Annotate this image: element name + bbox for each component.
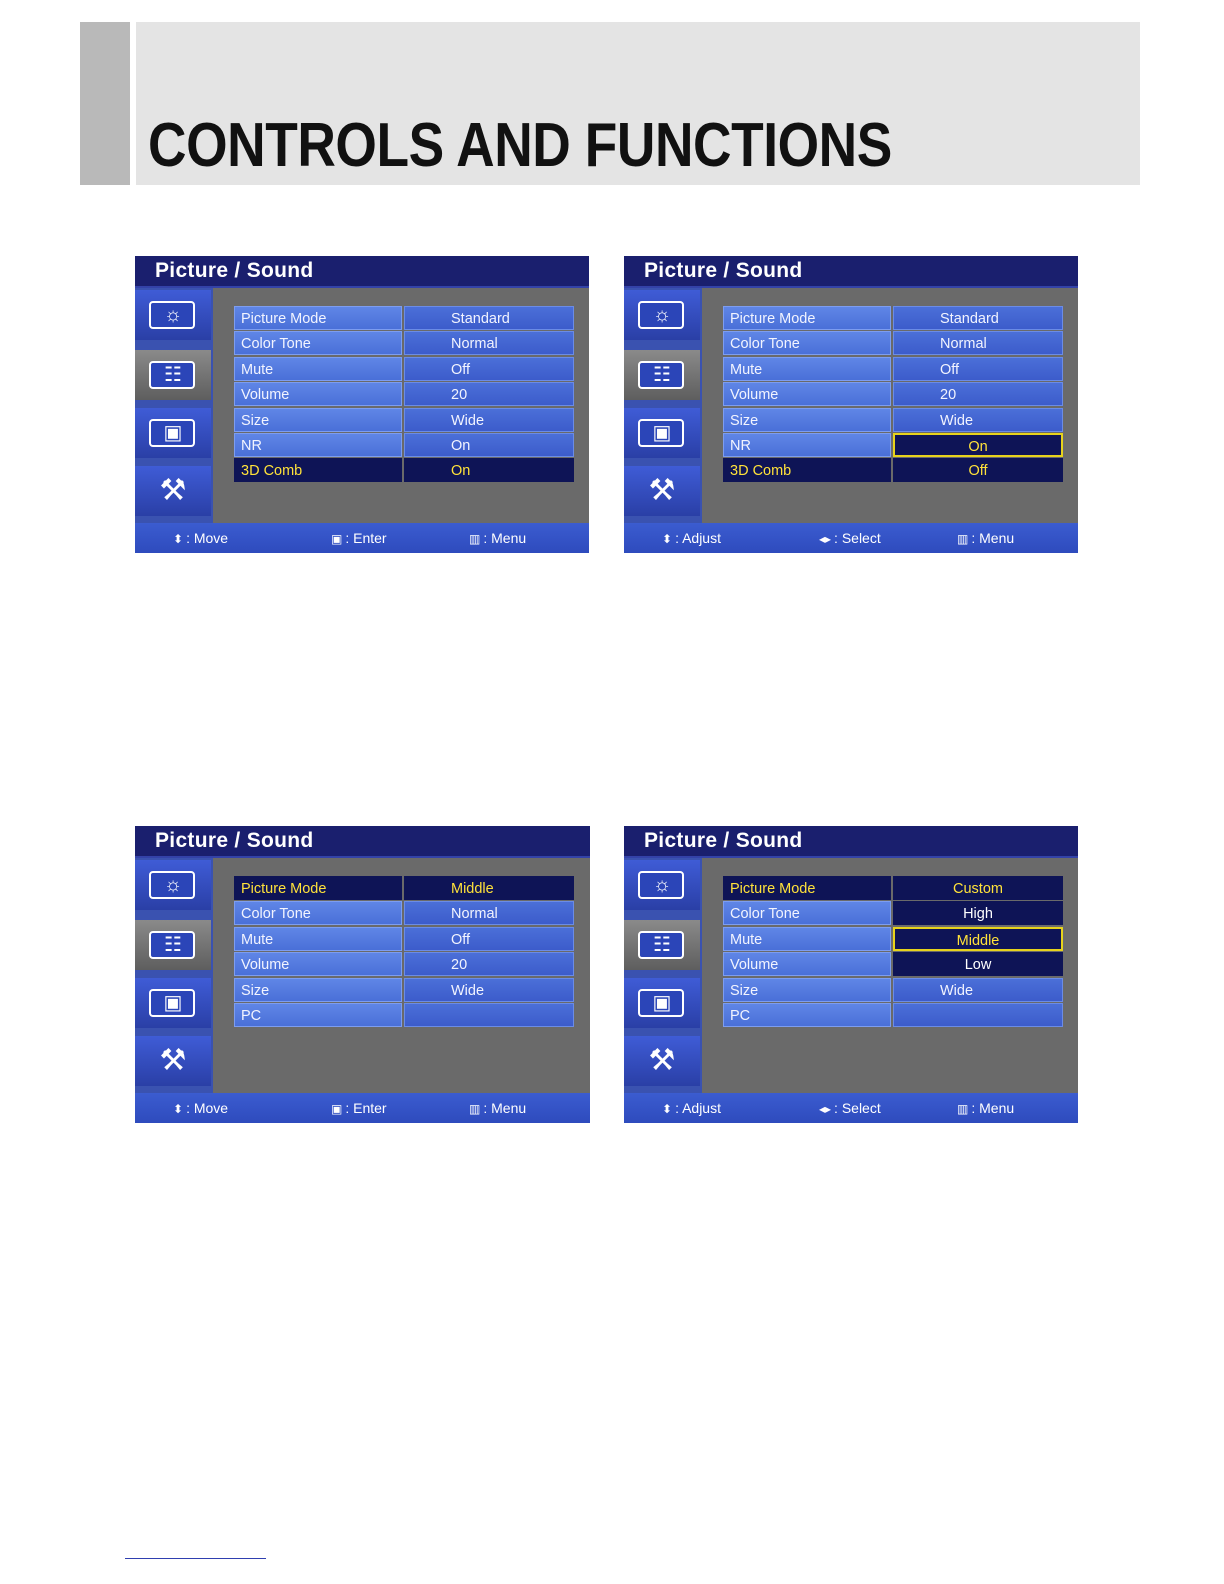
osd-menu-4 (624, 826, 1078, 1123)
picture-tab-icon[interactable]: ☼ (135, 290, 211, 340)
footer-adjust-hint (662, 523, 721, 553)
setting-label: PC (723, 1003, 891, 1027)
setting-label: Picture Mode (723, 876, 891, 900)
osd-menu-3 (135, 826, 590, 1123)
setting-label: NR (723, 433, 891, 457)
setting-row-size[interactable] (723, 408, 1063, 433)
setting-value: 20 (404, 952, 574, 976)
setting-row-color-tone[interactable] (723, 331, 1063, 356)
osd-title-bar (624, 256, 1078, 288)
setting-label: Color Tone (234, 901, 402, 925)
setting-label: NR (234, 433, 402, 457)
setting-row-mute[interactable] (234, 357, 574, 382)
setting-value (404, 1003, 574, 1027)
left-right-arrows-icon: ◂▸ (819, 532, 832, 546)
footer-enter-hint (331, 523, 387, 553)
setting-option[interactable]: High (893, 901, 1063, 925)
footer-select-hint (819, 1093, 881, 1123)
footer-move-hint (173, 1093, 228, 1123)
setting-label: Color Tone (234, 331, 402, 355)
osd-menu-2 (624, 256, 1078, 553)
setup-tools-icon[interactable]: ⚒ (624, 466, 700, 516)
footer-label: : Move (186, 530, 229, 546)
menu-icon: ▥ (469, 532, 481, 546)
osd-sidebar (624, 288, 702, 523)
menu-icon: ▥ (957, 532, 969, 546)
enter-square-icon: ▣ (331, 532, 343, 546)
sound-tab-icon[interactable]: ☷ (135, 350, 211, 400)
footer-enter-hint (331, 1093, 387, 1123)
setting-row-mute[interactable] (234, 927, 574, 952)
screen-tab-icon[interactable]: ▣ (135, 408, 211, 458)
footer-label: : Menu (971, 530, 1015, 546)
setting-value: Off (404, 357, 574, 381)
osd-sidebar (624, 858, 702, 1093)
setting-row-mute[interactable] (723, 357, 1063, 382)
setting-option[interactable]: Custom (893, 876, 1063, 900)
setting-row-picture-mode[interactable] (234, 876, 574, 901)
osd-footer (135, 523, 589, 553)
setup-tools-icon[interactable]: ⚒ (135, 466, 211, 516)
setting-value: Normal (404, 331, 574, 355)
setting-value: 20 (893, 382, 1063, 406)
menu-icon: ▥ (469, 1102, 481, 1116)
osd-title: Picture / Sound (155, 829, 314, 852)
settings-table (723, 306, 1063, 484)
osd-menu-1 (135, 256, 589, 553)
osd-settings-panel (704, 288, 1078, 523)
picture-tab-icon[interactable]: ☼ (624, 860, 700, 910)
footer-menu-hint (957, 523, 1014, 553)
screen-tab-icon[interactable]: ▣ (135, 978, 211, 1028)
osd-settings-panel (215, 858, 589, 1093)
setting-value: On (404, 458, 574, 482)
setup-tools-icon[interactable]: ⚒ (135, 1036, 211, 1086)
screen-tab-icon[interactable]: ▣ (624, 408, 700, 458)
setting-value: Off (893, 357, 1063, 381)
settings-table (234, 876, 574, 1028)
setting-value: Off (404, 927, 574, 951)
setting-option-highlighted[interactable]: Middle (893, 927, 1063, 951)
footer-label: : Move (186, 1100, 229, 1116)
setting-label: Size (234, 408, 402, 432)
settings-table (723, 876, 1063, 1028)
setting-row-nr[interactable] (723, 433, 1063, 458)
setting-value: Standard (404, 306, 574, 330)
setting-row-volume[interactable] (234, 952, 574, 977)
setting-label: Volume (723, 952, 891, 976)
setting-row-3d-comb[interactable] (723, 458, 1063, 483)
setting-label: Size (723, 408, 891, 432)
enter-square-icon: ▣ (331, 1102, 343, 1116)
footer-label: : Menu (483, 1100, 527, 1116)
setting-label: Volume (234, 952, 402, 976)
osd-sidebar (135, 858, 213, 1093)
setting-row-size[interactable] (234, 408, 574, 433)
osd-title: Picture / Sound (644, 259, 803, 282)
osd-title-bar (135, 826, 590, 858)
footer-menu-hint (957, 1093, 1014, 1123)
osd-title: Picture / Sound (155, 259, 314, 282)
setting-label: Volume (723, 382, 891, 406)
setting-value: Wide (893, 408, 1063, 432)
setting-value: Wide (404, 978, 574, 1002)
footer-menu-hint (469, 523, 526, 553)
osd-settings-panel (215, 288, 589, 523)
setting-value: Normal (404, 901, 574, 925)
footer-adjust-hint (662, 1093, 721, 1123)
setting-row-volume[interactable] (723, 382, 1063, 407)
setting-label: Size (723, 978, 891, 1002)
setting-value: 20 (404, 382, 574, 406)
setup-tools-icon[interactable]: ⚒ (624, 1036, 700, 1086)
footer-select-hint (819, 523, 881, 553)
setting-label: Mute (723, 357, 891, 381)
setting-label: Mute (234, 927, 402, 951)
footer-label: : Menu (971, 1100, 1015, 1116)
footer-label: : Select (834, 1100, 881, 1116)
setting-row-picture-mode[interactable] (234, 306, 574, 331)
page-title: CONTROLS AND FUNCTIONS (148, 111, 892, 180)
setting-label: 3D Comb (234, 458, 402, 482)
osd-settings-panel (704, 858, 1078, 1093)
setting-value: Normal (893, 331, 1063, 355)
up-down-arrows-icon: ⬍ (173, 532, 184, 546)
setting-option[interactable]: Off (893, 458, 1063, 482)
picture-tab-icon[interactable]: ☼ (624, 290, 700, 340)
sound-tab-icon[interactable]: ☷ (135, 920, 211, 970)
osd-footer (624, 1093, 1078, 1123)
setting-row-size[interactable] (723, 978, 1063, 1003)
setting-value: Wide (893, 978, 1063, 1002)
menu-icon: ▥ (957, 1102, 969, 1116)
setting-row-pc[interactable] (234, 1003, 574, 1028)
setting-row-color-tone[interactable] (723, 901, 1063, 926)
setting-label: Size (234, 978, 402, 1002)
setting-row-picture-mode[interactable] (723, 306, 1063, 331)
setting-label: Mute (723, 927, 891, 951)
footer-label: : Menu (483, 530, 527, 546)
screen-tab-icon[interactable]: ▣ (624, 978, 700, 1028)
setting-label: Picture Mode (723, 306, 891, 330)
setting-row-color-tone[interactable] (234, 331, 574, 356)
up-down-arrows-icon: ⬍ (173, 1102, 184, 1116)
osd-sidebar (135, 288, 213, 523)
footer-menu-hint (469, 1093, 526, 1123)
settings-table (234, 306, 574, 484)
setting-row-picture-mode[interactable] (723, 876, 1063, 901)
setting-option[interactable]: Low (893, 952, 1063, 976)
up-down-arrows-icon: ⬍ (662, 1102, 673, 1116)
setting-label: 3D Comb (723, 458, 891, 482)
footer-label: : Adjust (675, 530, 721, 546)
osd-title: Picture / Sound (644, 829, 803, 852)
setting-row-3d-comb[interactable] (234, 458, 574, 483)
picture-tab-icon[interactable]: ☼ (135, 860, 211, 910)
page-header (80, 22, 1140, 185)
setting-row-mute[interactable] (723, 927, 1063, 952)
setting-row-pc[interactable] (723, 1003, 1063, 1028)
footer-rule (125, 1558, 266, 1559)
header-accent-bar (80, 22, 130, 185)
sound-tab-icon[interactable]: ☷ (624, 350, 700, 400)
footer-label: : Adjust (675, 1100, 721, 1116)
setting-label: Picture Mode (234, 876, 402, 900)
osd-footer (624, 523, 1078, 553)
setting-label: PC (234, 1003, 402, 1027)
setting-value: Standard (893, 306, 1063, 330)
setting-value: On (404, 433, 574, 457)
setting-label: Mute (234, 357, 402, 381)
footer-move-hint (173, 523, 228, 553)
left-right-arrows-icon: ◂▸ (819, 1102, 832, 1116)
setting-value: Wide (404, 408, 574, 432)
setting-value: Middle (404, 876, 574, 900)
setting-row-nr[interactable] (234, 433, 574, 458)
osd-title-bar (135, 256, 589, 288)
footer-label: : Select (834, 530, 881, 546)
up-down-arrows-icon: ⬍ (662, 532, 673, 546)
setting-option-highlighted[interactable]: On (893, 433, 1063, 457)
setting-value (893, 1003, 1063, 1027)
osd-footer (135, 1093, 590, 1123)
sound-tab-icon[interactable]: ☷ (624, 920, 700, 970)
setting-label: Color Tone (723, 331, 891, 355)
setting-row-volume[interactable] (723, 952, 1063, 977)
osd-title-bar (624, 826, 1078, 858)
setting-label: Color Tone (723, 901, 891, 925)
setting-row-volume[interactable] (234, 382, 574, 407)
setting-row-size[interactable] (234, 978, 574, 1003)
footer-label: : Enter (345, 1100, 387, 1116)
footer-label: : Enter (345, 530, 387, 546)
setting-label: Volume (234, 382, 402, 406)
setting-label: Picture Mode (234, 306, 402, 330)
setting-row-color-tone[interactable] (234, 901, 574, 926)
